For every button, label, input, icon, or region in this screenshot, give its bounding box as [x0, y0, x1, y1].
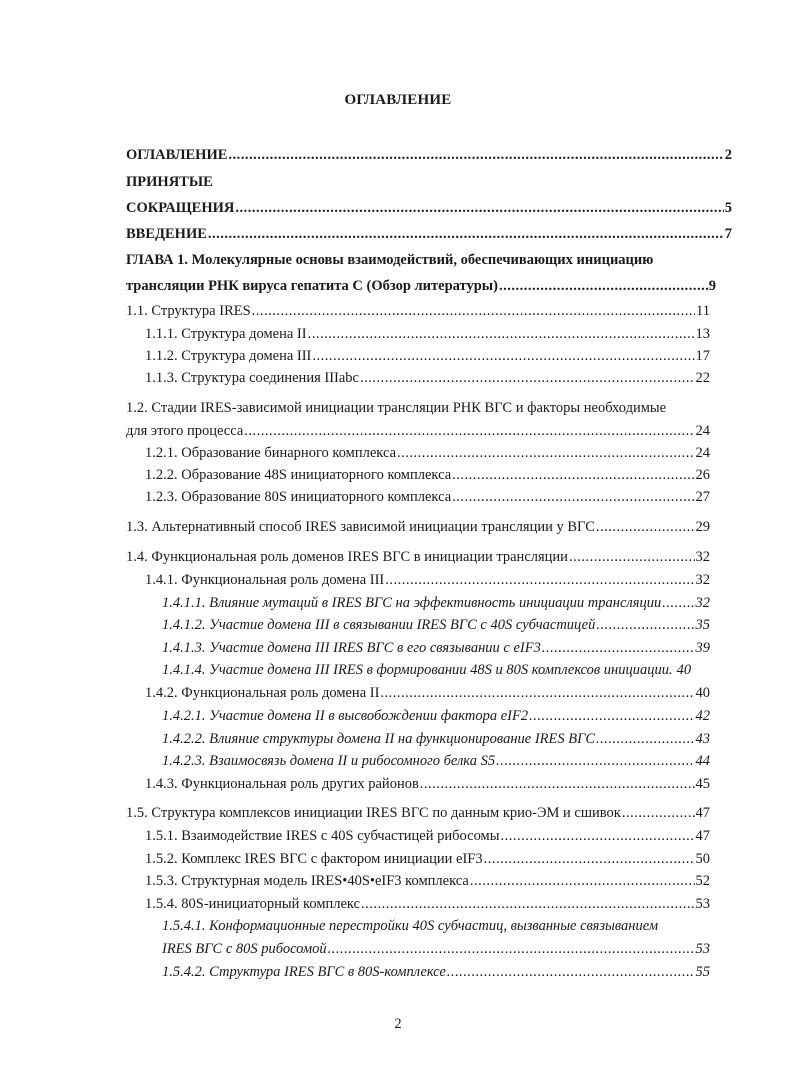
toc-entry-text: 1.2. Стадии IRES-зависимой инициации трансляции РНК ВГС и факторы необходимые [126, 400, 667, 416]
toc-entry [145, 347, 710, 365]
toc-page-number: 24 [695, 423, 710, 439]
toc-entry [145, 775, 710, 793]
toc-entry-text: 1.4.3. Функциональная роль других районов [145, 776, 419, 792]
leader-dots [385, 571, 694, 589]
leader-dots [662, 594, 694, 612]
toc-page-number: 11 [696, 303, 710, 319]
toc-entry-text: трансляции РНК вируса гепатита С (Обзор литературы) [126, 278, 498, 294]
toc-entry [126, 548, 710, 566]
toc-entry [162, 707, 710, 725]
leader-dots [361, 895, 694, 913]
toc-page-number: 47 [695, 828, 710, 844]
leader-dots [596, 730, 694, 748]
toc-entry-text: 1.2.1. Образование бинарного комплекса [145, 445, 397, 461]
toc-entry [145, 571, 710, 589]
toc-entry-text: 1.1. Структура IRES [126, 303, 251, 319]
toc-page-number: 55 [695, 964, 710, 980]
leader-dots [244, 422, 694, 440]
toc-page-number: 39 [695, 640, 710, 656]
toc-entry-text: 1.5.2. Комплекс IRES ВГС с фактором инициации eIF3 [145, 851, 483, 867]
toc-entry [126, 199, 732, 217]
toc-entry-text: 1.5.3. Структурная модель IRES•40S•eIF3 комплекса [145, 873, 469, 889]
toc-entry-text: 1.4.1.1. Влияние мутаций в IRES ВГС на эффективность инициации трансляции [162, 595, 662, 611]
toc-entry [145, 488, 710, 506]
leader-dots [596, 518, 695, 536]
toc-page-number: 52 [695, 873, 710, 889]
leader-dots [312, 347, 694, 365]
toc-page-number: 44 [695, 753, 710, 769]
toc-entry-text: СОКРАЩЕНИЯ [126, 200, 235, 216]
toc-entry [145, 325, 710, 343]
toc-entry-text: 1.2.3. Образование 80S инициаторного комплекса [145, 489, 452, 505]
toc-page-number: 5 [724, 200, 732, 216]
leader-dots [499, 277, 708, 295]
toc-page-number: 7 [724, 226, 732, 242]
toc-entry-text: ГЛАВА 1. Молекулярные основы взаимодействий, обеспечивающих инициацию [126, 252, 654, 268]
leader-dots [596, 616, 694, 634]
toc-entry-text: 1.4.2.2. Влияние структуры домена II на функционирование IRES ВГС [162, 731, 596, 747]
toc-entry-text: 1.1.1. Структура домена II [145, 326, 307, 342]
toc-entry-text: 1.3. Альтернативный способ IRES зависимой инициации трансляции у ВГС [126, 519, 595, 535]
toc-entry-text: 1.4.2.3. Взаимосвязь домена II и рибосомного белка S5 [162, 753, 496, 769]
toc-page-number: 50 [695, 851, 710, 867]
toc-page-number: 17 [695, 348, 710, 364]
page-title: ОГЛАВЛЕНИЕ [344, 92, 452, 108]
toc-entry-text: ВВЕДЕНИЕ [126, 226, 207, 242]
toc-entry [145, 369, 710, 387]
toc-entry-text: ПРИНЯТЫЕ [126, 174, 213, 190]
toc-entry-text: 1.1.2. Структура домена III [145, 348, 312, 364]
leader-dots [208, 225, 724, 243]
leader-dots [397, 444, 694, 462]
toc-entry [145, 684, 710, 702]
toc-entry-text: IRES ВГС с 80S рибосомой [162, 941, 327, 957]
toc-entry-text: 1.4.2.1. Участие домена II в высвобождении фактора eIF2 [162, 708, 529, 724]
leader-dots [360, 369, 695, 387]
toc-entry [126, 422, 710, 440]
leader-dots [420, 775, 695, 793]
toc-entry [126, 146, 732, 164]
leader-dots [470, 872, 695, 890]
leader-dots [235, 199, 723, 217]
toc-entry-text: ОГЛАВЛЕНИЕ [126, 147, 228, 163]
toc-page-number: 53 [695, 941, 710, 957]
toc-page-number: 32 [695, 572, 710, 588]
toc-page-number: 42 [695, 708, 710, 724]
leader-dots [569, 548, 695, 566]
toc-entry-text: 1.4.1.2. Участие домена III в связывании IRES ВГС с 40S субчастицей [162, 617, 596, 633]
toc-entry [162, 963, 710, 981]
toc-page-number: 40 [676, 662, 692, 678]
toc-entry-text: 1.5. Структура комплексов инициации IRES ВГС по данным крио-ЭМ и сшивок [126, 805, 621, 821]
leader-dots [622, 804, 695, 822]
leader-dots [308, 325, 695, 343]
toc-entry-text: 1.4. Функциональная роль доменов IRES ВГС в инициации трансляции [126, 549, 568, 565]
toc-entry-text: 1.4.1. Функциональная роль домена III [145, 572, 385, 588]
toc-entry [145, 895, 710, 913]
toc-page-number: 35 [695, 617, 710, 633]
leader-dots [484, 850, 695, 868]
toc-entry [162, 594, 710, 612]
toc-entry-text: 1.5.1. Взаимодействие IRES с 40S субчастицей рибосомы [145, 828, 500, 844]
toc-entry [162, 661, 710, 679]
toc-page-number: 2 [724, 147, 732, 163]
toc-entry [126, 518, 710, 536]
toc-entry-text: 1.4.1.3. Участие домена III IRES ВГС в его связывании с eIF3 [162, 640, 541, 656]
toc-page-number: 45 [695, 776, 710, 792]
toc-page-number: 53 [695, 896, 710, 912]
leader-dots [447, 963, 695, 981]
toc-page-number: 13 [695, 326, 710, 342]
toc-entry-text: 1.1.3. Структура соединения IIIabc [145, 370, 359, 386]
toc-page-number: 40 [695, 685, 710, 701]
toc-entry-text: 1.5.4.2. Структура IRES ВГС в 80S-комплексе [162, 964, 446, 980]
leader-dots [529, 707, 694, 725]
toc-entry-text: 1.4.2. Функциональная роль домена II [145, 685, 380, 701]
leader-dots [228, 146, 723, 164]
toc-entry-text: для этого процесса [126, 423, 244, 439]
leader-dots [500, 827, 694, 845]
leader-dots [452, 466, 694, 484]
toc-page-number: 22 [695, 370, 710, 386]
leader-dots [328, 940, 695, 958]
toc-page-number: 26 [695, 467, 710, 483]
toc-entry [145, 872, 710, 890]
toc-entry [145, 444, 710, 462]
leader-dots [252, 302, 695, 320]
toc-entry [162, 616, 710, 634]
toc-entry-text: 1.4.1.4. Участие домена III IRES в формировании 48S и 80S комплексов инициации. [162, 662, 673, 678]
toc-entry [162, 940, 710, 958]
toc-entry [145, 850, 710, 868]
toc-entry [126, 277, 716, 295]
toc-entry-text: 1.2.2. Образование 48S инициаторного комплекса [145, 467, 452, 483]
leader-dots [380, 684, 694, 702]
toc-entry [126, 804, 710, 822]
toc-entry [162, 752, 710, 770]
toc-page-number: 47 [695, 805, 710, 821]
page-number: 2 [394, 1016, 402, 1032]
toc-page-number: 27 [695, 489, 710, 505]
leader-dots [542, 639, 695, 657]
toc-page-number: 9 [708, 278, 716, 294]
toc-entry-text: 1.5.4.1. Конформационные перестройки 40S субчастиц, вызванные связыванием [162, 918, 659, 934]
toc-page-number: 32 [695, 549, 710, 565]
toc-entry [145, 827, 710, 845]
toc-page-number: 29 [695, 519, 710, 535]
leader-dots [496, 752, 694, 770]
toc-entry [145, 466, 710, 484]
toc-page-number: 32 [695, 595, 710, 611]
toc-entry [162, 639, 710, 657]
toc-page-number: 24 [695, 445, 710, 461]
toc-entry [126, 302, 710, 320]
toc-page-number: 43 [695, 731, 710, 747]
toc-entry [162, 730, 710, 748]
toc-entry-text: 1.5.4. 80S-инициаторный комплекс [145, 896, 361, 912]
leader-dots [452, 488, 694, 506]
toc-entry [126, 225, 732, 243]
